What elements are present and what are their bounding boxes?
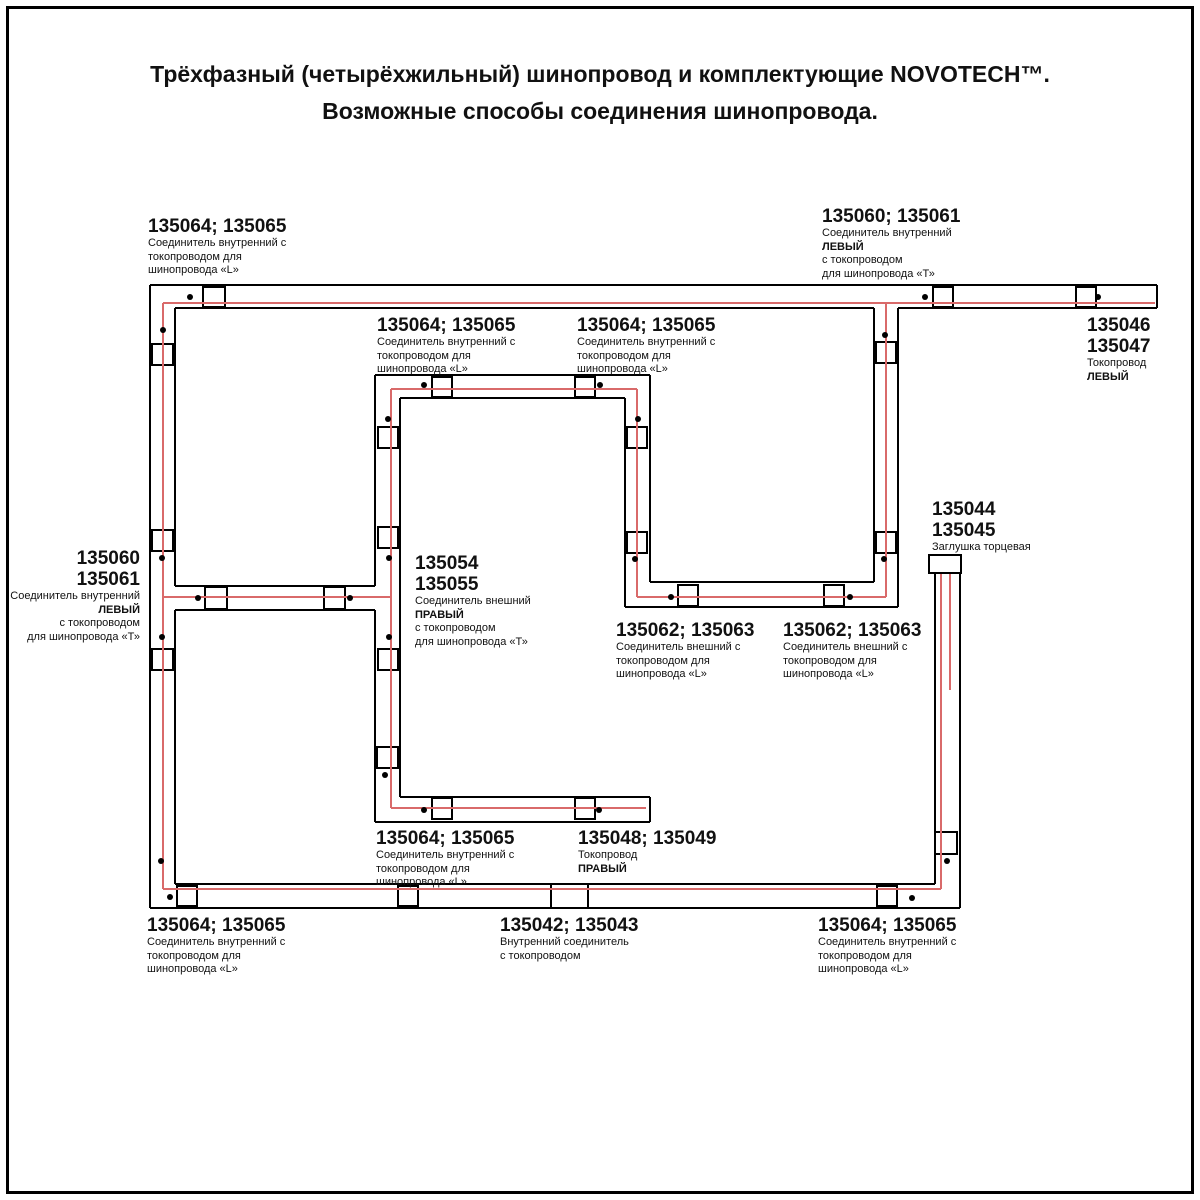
part-code: 135062; 135063 xyxy=(783,620,922,641)
part-label-135042-135043-bottom-center: 135042; 135043 Внутренний соединитель с токопроводом xyxy=(500,915,639,962)
part-code: 135061 xyxy=(76,569,140,590)
part-label-135054-135055-center: 135054 135055 Соединитель внешний ПРАВЫЙ с токопроводом для шинопровода «Т» xyxy=(415,553,531,648)
end-cap xyxy=(929,555,961,573)
part-label-135064-135065-bottom-right: 135064; 135065 Соединитель внутренний с токопроводом для шинопровода «L» xyxy=(818,915,957,975)
part-code: 135064; 135065 xyxy=(147,915,286,936)
part-code: 135047 xyxy=(1087,336,1151,357)
part-code: 135054 xyxy=(415,553,479,574)
part-label-135046-135047-feed-left: 135046 135047 Токопровод ЛЕВЫЙ xyxy=(1087,315,1151,383)
diagram-title-line2: Возможные способы соединения шинопровода. xyxy=(322,98,878,124)
part-code: 135042; 135043 xyxy=(500,915,639,936)
part-code: 135064; 135065 xyxy=(577,315,716,336)
part-code: 135060; 135061 xyxy=(822,206,961,227)
part-label-135064-135065-bottom-left: 135064; 135065 Соединитель внутренний с токопроводом для шинопровода «L» xyxy=(147,915,286,975)
part-label-135060-135061-left: 135060 135061 Соединитель внутренний ЛЕВЫЙ с токопроводом для шинопровода «Т» xyxy=(5,548,140,644)
part-label-135064-135065-inner-bottom: 135064; 135065 Соединитель внутренний с токопроводом для шинопровода «L» xyxy=(376,828,515,888)
part-label-135062-135063-1: 135062; 135063 Соединитель внешний с токопроводом для шинопровода «L» xyxy=(616,620,755,680)
part-code: 135055 xyxy=(415,574,479,595)
part-code: 135045 xyxy=(932,520,996,541)
part-label-135064-135065-inner-top-1: 135064; 135065 Соединитель внутренний с токопроводом для шинопровода «L» xyxy=(377,315,516,375)
part-label-135064-135065-inner-top-2: 135064; 135065 Соединитель внутренний с токопроводом для шинопровода «L» xyxy=(577,315,716,375)
part-code: 135060 xyxy=(76,548,140,569)
part-label-135044-135045-endcap: 135044 135045 Заглушка торцевая xyxy=(932,499,1031,553)
part-code: 135064; 135065 xyxy=(377,315,516,336)
diagram-title-line1: Трёхфазный (четырёхжильный) шинопровод и комплектующие NOVOTECH™. xyxy=(150,61,1050,87)
part-code: 135064; 135065 xyxy=(148,216,287,237)
part-code: 135064; 135065 xyxy=(376,828,515,849)
part-label-135060-135061-top-right: 135060; 135061 Соединитель внутренний ЛЕВЫЙ с токопроводом для шинопровода «Т» xyxy=(822,206,961,280)
part-label-135048-135049-feed-right: 135048; 135049 Токопровод ПРАВЫЙ xyxy=(578,828,717,875)
part-code: 135062; 135063 xyxy=(616,620,755,641)
part-code: 135048; 135049 xyxy=(578,828,717,849)
part-code: 135044 xyxy=(932,499,996,520)
part-code: 135064; 135065 xyxy=(818,915,957,936)
part-label-135064-135065-top-left: 135064; 135065 Соединитель внутренний с токопроводом для шинопровода «L» xyxy=(148,216,287,276)
part-label-135062-135063-2: 135062; 135063 Соединитель внешний с токопроводом для шинопровода «L» xyxy=(783,620,922,680)
conductor-lines xyxy=(163,303,1155,889)
part-code: 135046 xyxy=(1087,315,1151,336)
